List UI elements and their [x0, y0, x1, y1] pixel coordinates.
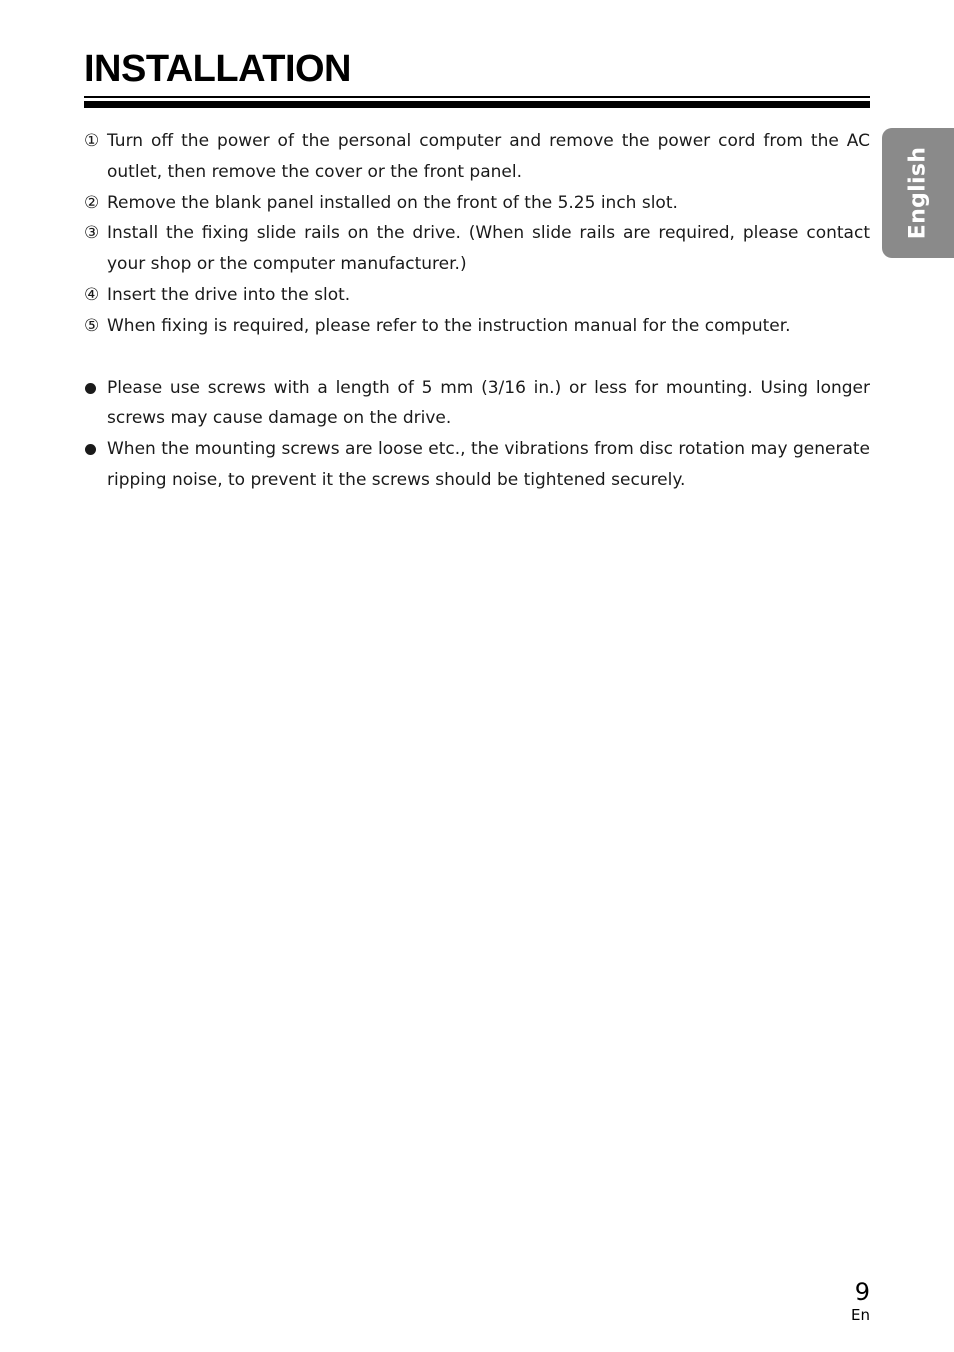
step-number: ②: [84, 192, 100, 213]
note-text: When the mounting screws are loose etc., the vibrations from disc rotation may generate ripping noise, to prevent it the screws should be tightened securely.: [107, 439, 870, 490]
step-item: [84, 280, 870, 311]
step-text: Turn off the power of the personal computer and remove the power cord from the AC outlet, then remove the cover or the front panel.: [107, 131, 870, 182]
title-rule-thick: [84, 101, 870, 108]
page-language-code: En: [851, 1306, 870, 1324]
bullet-icon: [85, 444, 96, 455]
installation-content: [84, 126, 870, 496]
step-text: Install the fixing slide rails on the drive. (When slide rails are required, please contact your shop or the computer manufacturer.): [107, 223, 870, 275]
step-number: ⑤: [84, 315, 100, 336]
step-number: ④: [84, 284, 100, 305]
page-title: INSTALLATION: [84, 48, 351, 90]
steps-list: [84, 126, 870, 342]
note-item: [84, 373, 870, 435]
step-text: Insert the drive into the slot.: [107, 284, 351, 305]
step-number: ③: [84, 223, 100, 244]
title-rule-thin: [84, 96, 870, 98]
bullet-icon: [85, 383, 96, 394]
step-text: Remove the blank panel installed on the front of the 5.25 inch slot.: [107, 192, 678, 213]
step-item: [84, 126, 870, 188]
notes-list: [84, 373, 870, 496]
step-item: [84, 188, 870, 219]
step-number: ①: [84, 131, 100, 151]
note-text: Please use screws with a length of 5 mm (3/16 in.) or less for mounting. Using longer screws may cause damage on the drive.: [107, 377, 870, 429]
language-tab: [882, 128, 954, 258]
page-number: 9: [854, 1278, 870, 1306]
step-item: [84, 218, 870, 280]
note-item: [84, 434, 870, 496]
step-item: [84, 311, 870, 342]
step-text: When fixing is required, please refer to the instruction manual for the computer.: [107, 315, 791, 336]
language-tab-label: English: [905, 146, 931, 240]
